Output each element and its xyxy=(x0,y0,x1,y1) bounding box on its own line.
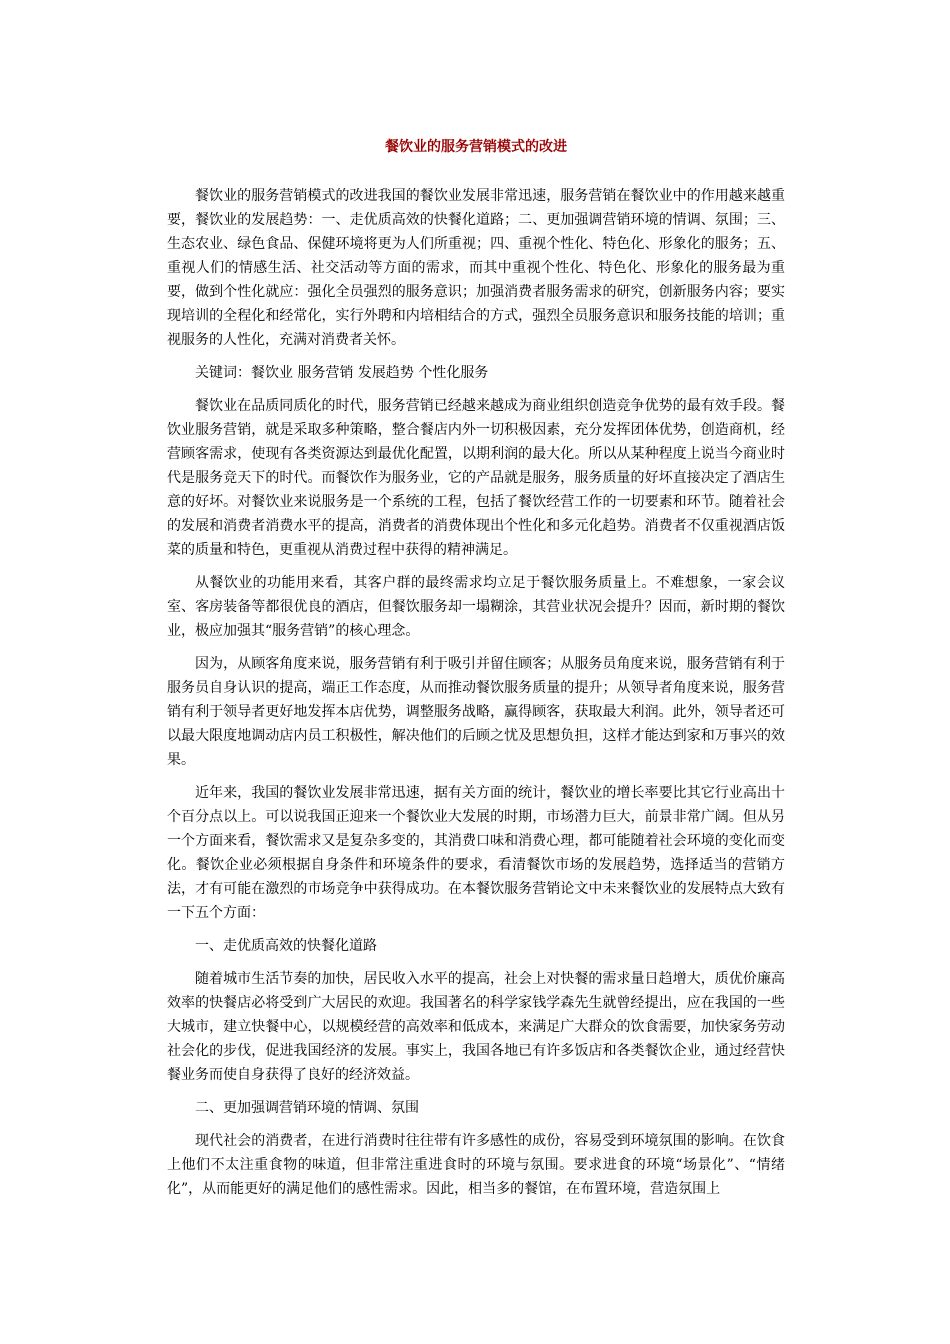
body-paragraph: 因为，从顾客角度来说，服务营销有利于吸引并留住顾客；从服务员角度来说，服务营销有利于服务员自身认识的提高，端正工作态度，从而推动餐饮服务质量的提升；从领导者角度来说，服务营销有利于领导者更好地发挥本店优势，调整服务战略，赢得顾客，获取最大利润。此外，领导者还可以最大限度地调动店内员工积极性，解决他们的后顾之忧及思想负担，这样才能达到家和万事兴的效果。 xyxy=(167,656,785,768)
body-paragraph: 近年来，我国的餐饮业发展非常迅速，据有关方面的统计，餐饮业的增长率要比其它行业高出十个百分点以上。可以说我国正迎来一个餐饮业大发展的时期，市场潜力巨大，前景非常广阔。但从另一个方面来看，餐饮需求又是复杂多变的，其消费口味和消费心理，都可能随着社会环境的变化而变化。餐饮企业必须根据自身条件和环境条件的要求，看清餐饮市场的发展趋势，选择适当的营销方法，才有可能在激烈的市场竞争中获得成功。在本餐饮服务营销论文中未来餐饮业的发展特点大致有一下五个方面： xyxy=(167,785,785,921)
body-paragraph: 现代社会的消费者，在进行消费时往往带有许多感性的成份，容易受到环境氛围的影响。在饮食上他们不太注重食物的味道，但非常注重进食时的环境与氛围。要求进食的环境“场景化”、“情绪化”，从而能更好的满足他们的感性需求。因此，相当多的餐馆，在布置环境，营造氛围上 xyxy=(167,1133,785,1197)
body-paragraph: 餐饮业在品质同质化的时代，服务营销已经越来越成为商业组织创造竞争优势的最有效手段。餐饮业服务营销，就是采取多种策略，整合餐店内外一切积极因素，充分发挥团体优势，创造商机，经营顾客需求，使现有各类资源达到最优化配置，以期利润的最大化。所以从某种程度上说当今商业时代是服务竞天下的时代。而餐饮作为服务业，它的产品就是服务，服务质量的好坏直接决定了酒店生意的好坏。对餐饮业来说服务是一个系统的工程，包括了餐饮经营工作的一切要素和环节。随着社会的发展和消费者消费水平的提高，消费者的消费体现出个性化和多元化趋势。消费者不仅重视酒店饭菜的质量和特色，更重视从消费过程中获得的精神满足。 xyxy=(167,398,785,558)
body-paragraph: 从餐饮业的功能用来看，其客户群的最终需求均立足于餐饮服务质量上。不难想象，一家会议室、客房装备等都很优良的酒店，但餐饮服务却一塌糊涂，其营业状况会提升？因而，新时期的餐饮业，极应加强其“服务营销”的核心理念。 xyxy=(167,575,785,639)
body-paragraph: 随着城市生活节奏的加快，居民收入水平的提高，社会上对快餐的需求量日趋增大，质优价廉高效率的快餐店必将受到广大居民的欢迎。我国著名的科学家钱学森先生就曾经提出，应在我国的一些大城市，建立快餐中心，以规模经营的高效率和低成本，来满足广大群众的饮食需要，加快家务劳动社会化的步伐，促进我国经济的发展。事实上，我国各地已有许多饭店和各类餐饮企业，通过经营快餐业务而使自身获得了良好的经济效益。 xyxy=(167,971,785,1083)
abstract-paragraph: 餐饮业的服务营销模式的改进我国的餐饮业发展非常迅速，服务营销在餐饮业中的作用越来越重要，餐饮业的发展趋势：一、走优质高效的快餐化道路；二、更加强调营销环境的情调、氛围；三、生态农业、绿色食品、保健环境将更为人们所重视；四、重视个性化、特色化、形象化的服务；五、重视人们的情感生活、社交活动等方面的需求，而其中重视个性化、特色化、形象化的服务最为重要，做到个性化就应：强化全员强烈的服务意识；加强消费者服务需求的研究，创新服务内容；要实现培训的全程化和经常化，实行外聘和内培相结合的方式，强烈全员服务意识和服务技能的培训；重视服务的人性化，充满对消费者关怀。 xyxy=(167,188,785,348)
document-body xyxy=(167,184,785,1210)
section-heading: 一、走优质高效的快餐化道路 xyxy=(195,938,377,954)
document-title: 餐饮业的服务营销模式的改进 xyxy=(385,139,567,155)
keywords-line: 关键词：餐饮业 服务营销 发展趋势 个性化服务 xyxy=(195,365,489,381)
section-heading: 二、更加强调营销环境的情调、氛围 xyxy=(195,1100,419,1116)
